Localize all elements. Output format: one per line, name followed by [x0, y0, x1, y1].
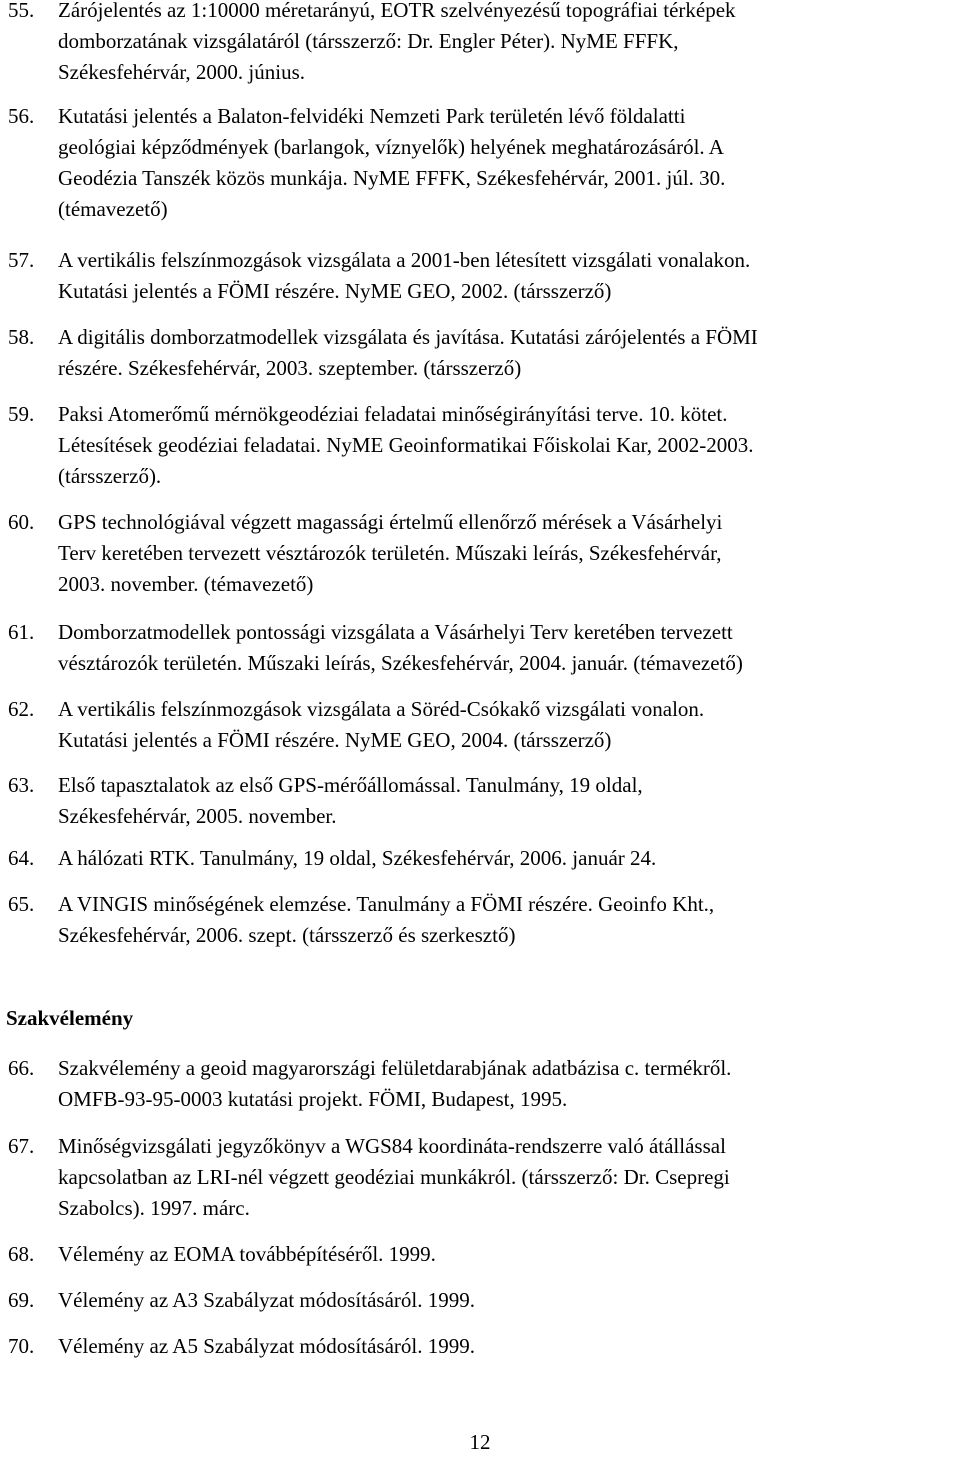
item-text: [58, 1239, 953, 1270]
item-number: 60.: [8, 510, 35, 534]
item-number: 56.: [8, 104, 35, 128]
item-line: Vélemény az A3 Szabályzat módosításáról. 1999.: [58, 1288, 475, 1312]
item-text: [58, 1131, 953, 1224]
item-line: geológiai képződmények (barlangok, víznyelők) helyének meghatározásáról. A: [58, 135, 724, 159]
item-line: Székesfehérvár, 2006. szept. (társszerző és szerkesztő): [58, 923, 516, 947]
item-line: Terv keretében tervezett vésztározók területén. Műszaki leírás, Székesfehérvár,: [58, 541, 722, 565]
item-text: [58, 770, 953, 832]
item-line: (témavezető): [58, 197, 168, 221]
item-text: [58, 0, 953, 88]
item-number: 66.: [8, 1056, 35, 1080]
item-number: 55.: [8, 0, 35, 22]
item-line: Domborzatmodellek pontossági vizsgálata a Vásárhelyi Terv keretében tervezett: [58, 620, 733, 644]
item-text: [58, 101, 953, 225]
item-line: Szakvélemény a geoid magyarországi felületdarabjának adatbázisa c. termékről.: [58, 1056, 732, 1080]
item-line: Szabolcs). 1997. márc.: [58, 1196, 250, 1220]
section-heading: Szakvélemény: [6, 1006, 134, 1030]
item-line: 2003. november. (témavezető): [58, 572, 314, 596]
item-text: [58, 1331, 953, 1362]
item-text: [58, 399, 953, 492]
item-line: Paksi Atomerőmű mérnökgeodéziai feladatai minőségirányítási terve. 10. kötet.: [58, 402, 728, 426]
item-line: Geodézia Tanszék közös munkája. NyME FFFK, Székesfehérvár, 2001. júl. 30.: [58, 166, 726, 190]
item-line: A vertikális felszínmozgások vizsgálata a 2001-ben létesített vizsgálati vonalakon.: [58, 248, 751, 272]
item-line: vésztározók területén. Műszaki leírás, Székesfehérvár, 2004. január. (témavezető): [58, 651, 743, 675]
item-text: [58, 617, 953, 679]
item-line: A VINGIS minőségének elemzése. Tanulmány a FÖMI részére. Geoinfo Kht.,: [58, 892, 715, 916]
item-line: Vélemény az A5 Szabályzat módosításáról. 1999.: [58, 1334, 475, 1358]
item-text: [58, 507, 953, 600]
item-number: 67.: [8, 1134, 35, 1158]
item-line: A vertikális felszínmozgások vizsgálata a Söréd-Csókakő vizsgálati vonalon.: [58, 697, 705, 721]
item-line: Létesítések geodéziai feladatai. NyME Geoinformatikai Főiskolai Kar, 2002-2003.: [58, 433, 754, 457]
item-number: 65.: [8, 892, 35, 916]
item-text: [58, 843, 953, 874]
item-line: Kutatási jelentés a FÖMI részére. NyME GEO, 2002. (társszerző): [58, 279, 612, 303]
item-line: GPS technológiával végzett magassági értelmű ellenőrző mérések a Vásárhelyi: [58, 510, 723, 534]
item-line: Székesfehérvár, 2000. június.: [58, 60, 306, 84]
item-line: Minőségvizsgálati jegyzőkönyv a WGS84 koordináta-rendszerre való átállással: [58, 1134, 726, 1158]
item-number: 63.: [8, 773, 35, 797]
item-line: Kutatási jelentés a Balaton-felvidéki Nemzeti Park területén lévő földalatti: [58, 104, 686, 128]
item-line: domborzatának vizsgálatáról (társszerző: Dr. Engler Péter). NyME FFFK,: [58, 29, 679, 53]
item-line: Első tapasztalatok az első GPS-mérőállomással. Tanulmány, 19 oldal,: [58, 773, 643, 797]
item-line: Kutatási jelentés a FÖMI részére. NyME GEO, 2004. (társszerző): [58, 728, 612, 752]
item-number: 64.: [8, 846, 35, 870]
item-number: 69.: [8, 1288, 35, 1312]
item-line: kapcsolatban az LRI-nél végzett geodéziai munkákról. (társszerző: Dr. Csepregi: [58, 1165, 730, 1189]
item-number: 57.: [8, 248, 35, 272]
item-number: 58.: [8, 325, 35, 349]
page-number: 12: [469, 1430, 491, 1454]
item-text: [58, 322, 953, 384]
item-line: részére. Székesfehérvár, 2003. szeptember. (társszerző): [58, 356, 522, 380]
item-number: 59.: [8, 402, 35, 426]
item-text: [58, 1053, 953, 1115]
item-line: OMFB-93-95-0003 kutatási projekt. FÖMI, Budapest, 1995.: [58, 1087, 568, 1111]
item-line: Vélemény az EOMA továbbépítéséről. 1999.: [58, 1242, 436, 1266]
item-text: [58, 245, 953, 307]
item-line: A hálózati RTK. Tanulmány, 19 oldal, Székesfehérvár, 2006. január 24.: [58, 846, 657, 870]
item-line: Zárójelentés az 1:10000 méretarányú, EOTR szelvényezésű topográfiai térképek: [58, 0, 736, 22]
item-number: 61.: [8, 620, 35, 644]
item-line: A digitális domborzatmodellek vizsgálata és javítása. Kutatási zárójelentés a FÖMI: [58, 325, 758, 349]
item-text: [58, 1285, 953, 1316]
item-line: (társszerző).: [58, 464, 162, 488]
item-number: 68.: [8, 1242, 35, 1266]
item-number: 62.: [8, 697, 35, 721]
item-text: [58, 889, 953, 951]
item-line: Székesfehérvár, 2005. november.: [58, 804, 337, 828]
item-number: 70.: [8, 1334, 35, 1358]
item-text: [58, 694, 953, 756]
